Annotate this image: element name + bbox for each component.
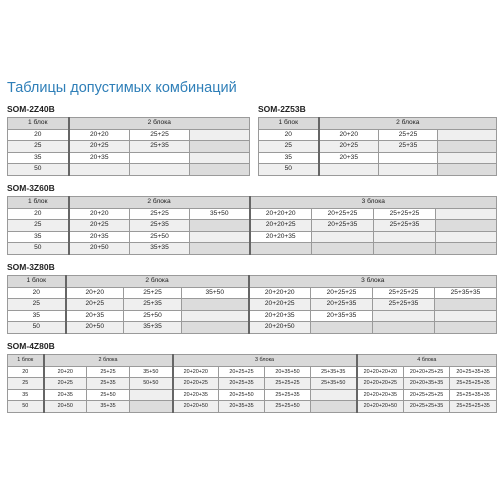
table-cell: 20+35 — [319, 152, 379, 164]
table-cell: 20+25+25 — [311, 287, 373, 299]
table-cell: 20+25 — [69, 220, 130, 232]
table-cell — [130, 164, 190, 176]
table-cell: 25+25+25+35 — [450, 401, 497, 413]
table-cell: 20+50 — [66, 322, 124, 334]
table-cell: 25 — [8, 299, 66, 311]
table-cell — [319, 164, 379, 176]
table-cell: 35+50 — [182, 287, 249, 299]
model-title-som-3z80b: SOM-3Z80B — [7, 262, 55, 272]
table-cell: 25+35 — [379, 141, 438, 153]
table-cell — [311, 401, 357, 413]
table-cell — [190, 164, 250, 176]
table-cell: 50 — [259, 164, 319, 176]
table-cell: 20+35 — [44, 389, 87, 401]
table-cell: 20+20 — [66, 287, 124, 299]
table-cell: 20 — [8, 129, 69, 141]
table-cell: 25+25+35 — [373, 299, 435, 311]
table-cell: 20+20+20+25 — [357, 378, 404, 390]
table-cell: 20 — [8, 208, 69, 220]
table-cell: 20+25+50 — [219, 389, 265, 401]
table-cell: 20+25+35 — [311, 299, 373, 311]
table-cell: 25+25 — [379, 129, 438, 141]
table-cell: 25+25+35 — [265, 389, 311, 401]
table-cell — [130, 401, 173, 413]
table-cell: 20+20+25 — [173, 378, 219, 390]
table-cell: 35 — [8, 310, 66, 322]
table-cell — [311, 322, 373, 334]
table-cell — [379, 164, 438, 176]
table-cell: 20+25+25+25 — [404, 389, 450, 401]
header-2-blocks: 2 блока — [69, 118, 250, 130]
table-cell: 20+35 — [66, 310, 124, 322]
table-cell: 20+25 — [319, 141, 379, 153]
table-cell — [190, 152, 250, 164]
table-cell: 20+20+25 — [249, 299, 311, 311]
table-cell — [311, 389, 357, 401]
table-cell — [435, 299, 497, 311]
table-cell: 20+20+20 — [249, 287, 311, 299]
page-title: Таблицы допустимых комбинаций — [7, 80, 237, 96]
table-cell: 25+25+25 — [265, 378, 311, 390]
table-cell: 25+35 — [130, 141, 190, 153]
table-cell — [379, 152, 438, 164]
table-cell: 50+50 — [130, 378, 173, 390]
table-cell: 35+35 — [124, 322, 182, 334]
table-cell — [130, 152, 190, 164]
table-cell: 25+35 — [130, 220, 190, 232]
table-cell — [438, 152, 497, 164]
table-cell — [190, 129, 250, 141]
table-cell: 20+20+35 — [249, 310, 311, 322]
table-cell: 35 — [8, 152, 69, 164]
table-cell: 20+50 — [69, 243, 130, 255]
table-cell: 20+35+50 — [265, 366, 311, 378]
table-cell — [438, 164, 497, 176]
model-title-som-4z80b: SOM-4Z80B — [7, 341, 55, 351]
table-cell — [182, 299, 249, 311]
table-cell: 35 — [8, 231, 69, 243]
table-cell: 20+20+20+35 — [357, 389, 404, 401]
table-cell: 20+20+50 — [249, 322, 311, 334]
table-cell: 35+35 — [87, 401, 130, 413]
table-cell: 25+25+25 — [374, 208, 436, 220]
table-cell — [374, 243, 436, 255]
model-title-som-2z53b: SOM-2Z53B — [258, 104, 306, 114]
table-cell — [190, 220, 250, 232]
table-cell: 20+25+25 — [312, 208, 374, 220]
table-cell: 35+50 — [130, 366, 173, 378]
table-cell: 20+20+35+35 — [404, 378, 450, 390]
table-cell: 25+25+50 — [265, 401, 311, 413]
table-cell: 20+20 — [69, 208, 130, 220]
table-cell: 35 — [8, 389, 44, 401]
table-cell — [250, 243, 312, 255]
table-cell: 25 — [8, 141, 69, 153]
table-cell: 25+25+35 — [374, 220, 436, 232]
header-2-blocks: 2 блока — [69, 197, 250, 209]
table-cell: 35+50 — [190, 208, 250, 220]
table-cell: 20+35+35 — [219, 401, 265, 413]
table-cell: 20+25 — [44, 378, 87, 390]
table-cell: 20+20+20 — [250, 208, 312, 220]
table-cell: 25+25+25+35 — [450, 378, 497, 390]
table-cell: 50 — [8, 401, 44, 413]
table-cell: 50 — [8, 322, 66, 334]
table-cell: 20+25 — [66, 299, 124, 311]
table-cell — [190, 141, 250, 153]
table-cell — [182, 322, 249, 334]
table-cell: 20+50 — [44, 401, 87, 413]
table-cell: 20+20+20+50 — [357, 401, 404, 413]
table-cell — [373, 322, 435, 334]
table-cell: 20+20+20 — [173, 366, 219, 378]
table-cell: 20+20+35 — [250, 231, 312, 243]
table-cell: 25+25 — [124, 287, 182, 299]
table-cell: 20+35+35 — [311, 310, 373, 322]
table-cell — [374, 231, 436, 243]
table-cell: 25+35+50 — [311, 378, 357, 390]
header-2-blocks: 2 блока — [66, 276, 249, 288]
table-cell: 20+20 — [319, 129, 379, 141]
table-cell: 25 — [8, 220, 69, 232]
header-1-block: 1 блок — [8, 355, 44, 367]
table-cell: 20+25+35 — [312, 220, 374, 232]
combo-table-som-4z80b — [7, 354, 497, 413]
table-cell — [190, 243, 250, 255]
table-cell: 25+35 — [124, 299, 182, 311]
table-cell — [373, 310, 435, 322]
table-cell — [435, 322, 497, 334]
combo-table-som-2z40b — [7, 117, 250, 176]
table-cell: 25+50 — [87, 389, 130, 401]
table-cell — [190, 231, 250, 243]
header-1-block: 1 блок — [8, 197, 69, 209]
header-3-blocks: 3 блока — [173, 355, 357, 367]
header-1-block: 1 блок — [259, 118, 319, 130]
table-cell: 20+20+50 — [173, 401, 219, 413]
table-cell: 50 — [8, 164, 69, 176]
table-cell: 20+25+25+35 — [404, 401, 450, 413]
table-cell: 20+20+20+20 — [357, 366, 404, 378]
table-cell — [130, 389, 173, 401]
header-2-blocks: 2 блока — [44, 355, 173, 367]
table-cell — [436, 220, 497, 232]
table-cell: 25 — [259, 141, 319, 153]
table-cell: 20+25 — [69, 141, 130, 153]
table-cell: 20 — [8, 366, 44, 378]
header-4-blocks: 4 блока — [357, 355, 497, 367]
table-cell — [438, 129, 497, 141]
table-cell: 20+20+35 — [173, 389, 219, 401]
table-cell: 25+35 — [87, 378, 130, 390]
table-cell: 25+25 — [130, 129, 190, 141]
model-title-som-2z40b: SOM-2Z40B — [7, 104, 55, 114]
header-2-blocks: 2 блока — [319, 118, 497, 130]
table-cell: 20+25+25 — [219, 366, 265, 378]
table-cell: 25+25+35+35 — [450, 389, 497, 401]
table-cell: 25 — [8, 378, 44, 390]
table-cell — [312, 243, 374, 255]
table-cell: 25+50 — [130, 231, 190, 243]
table-cell: 20+35 — [69, 231, 130, 243]
table-cell: 20 — [8, 287, 66, 299]
table-cell: 25+25 — [130, 208, 190, 220]
table-cell: 50 — [8, 243, 69, 255]
table-cell: 20+35 — [69, 152, 130, 164]
combo-table-som-3z80b — [7, 275, 497, 334]
table-cell — [69, 164, 130, 176]
header-1-block: 1 блок — [8, 276, 66, 288]
table-cell: 20+25+35 — [219, 378, 265, 390]
table-cell: 20+25+35+35 — [450, 366, 497, 378]
table-cell: 20+20 — [44, 366, 87, 378]
table-cell: 20+20 — [69, 129, 130, 141]
table-cell: 25+50 — [124, 310, 182, 322]
header-1-block: 1 блок — [8, 118, 69, 130]
table-cell — [435, 310, 497, 322]
table-cell — [438, 141, 497, 153]
table-cell: 20+20+25 — [250, 220, 312, 232]
table-cell — [182, 310, 249, 322]
table-cell — [436, 243, 497, 255]
table-cell: 35 — [259, 152, 319, 164]
combo-table-som-3z60b — [7, 196, 497, 255]
table-cell: 20 — [259, 129, 319, 141]
table-cell: 25+35+35 — [311, 366, 357, 378]
table-cell: 35+35 — [130, 243, 190, 255]
table-cell: 25+25 — [87, 366, 130, 378]
table-cell — [436, 208, 497, 220]
table-cell — [312, 231, 374, 243]
table-cell — [436, 231, 497, 243]
table-cell: 25+35+35 — [435, 287, 497, 299]
header-3-blocks: 3 блока — [250, 197, 497, 209]
header-3-blocks: 3 блока — [249, 276, 497, 288]
combo-table-som-2z53b — [258, 117, 497, 176]
table-cell: 20+20+25+25 — [404, 366, 450, 378]
table-cell: 25+25+25 — [373, 287, 435, 299]
model-title-som-3z60b: SOM-3Z60B — [7, 183, 55, 193]
